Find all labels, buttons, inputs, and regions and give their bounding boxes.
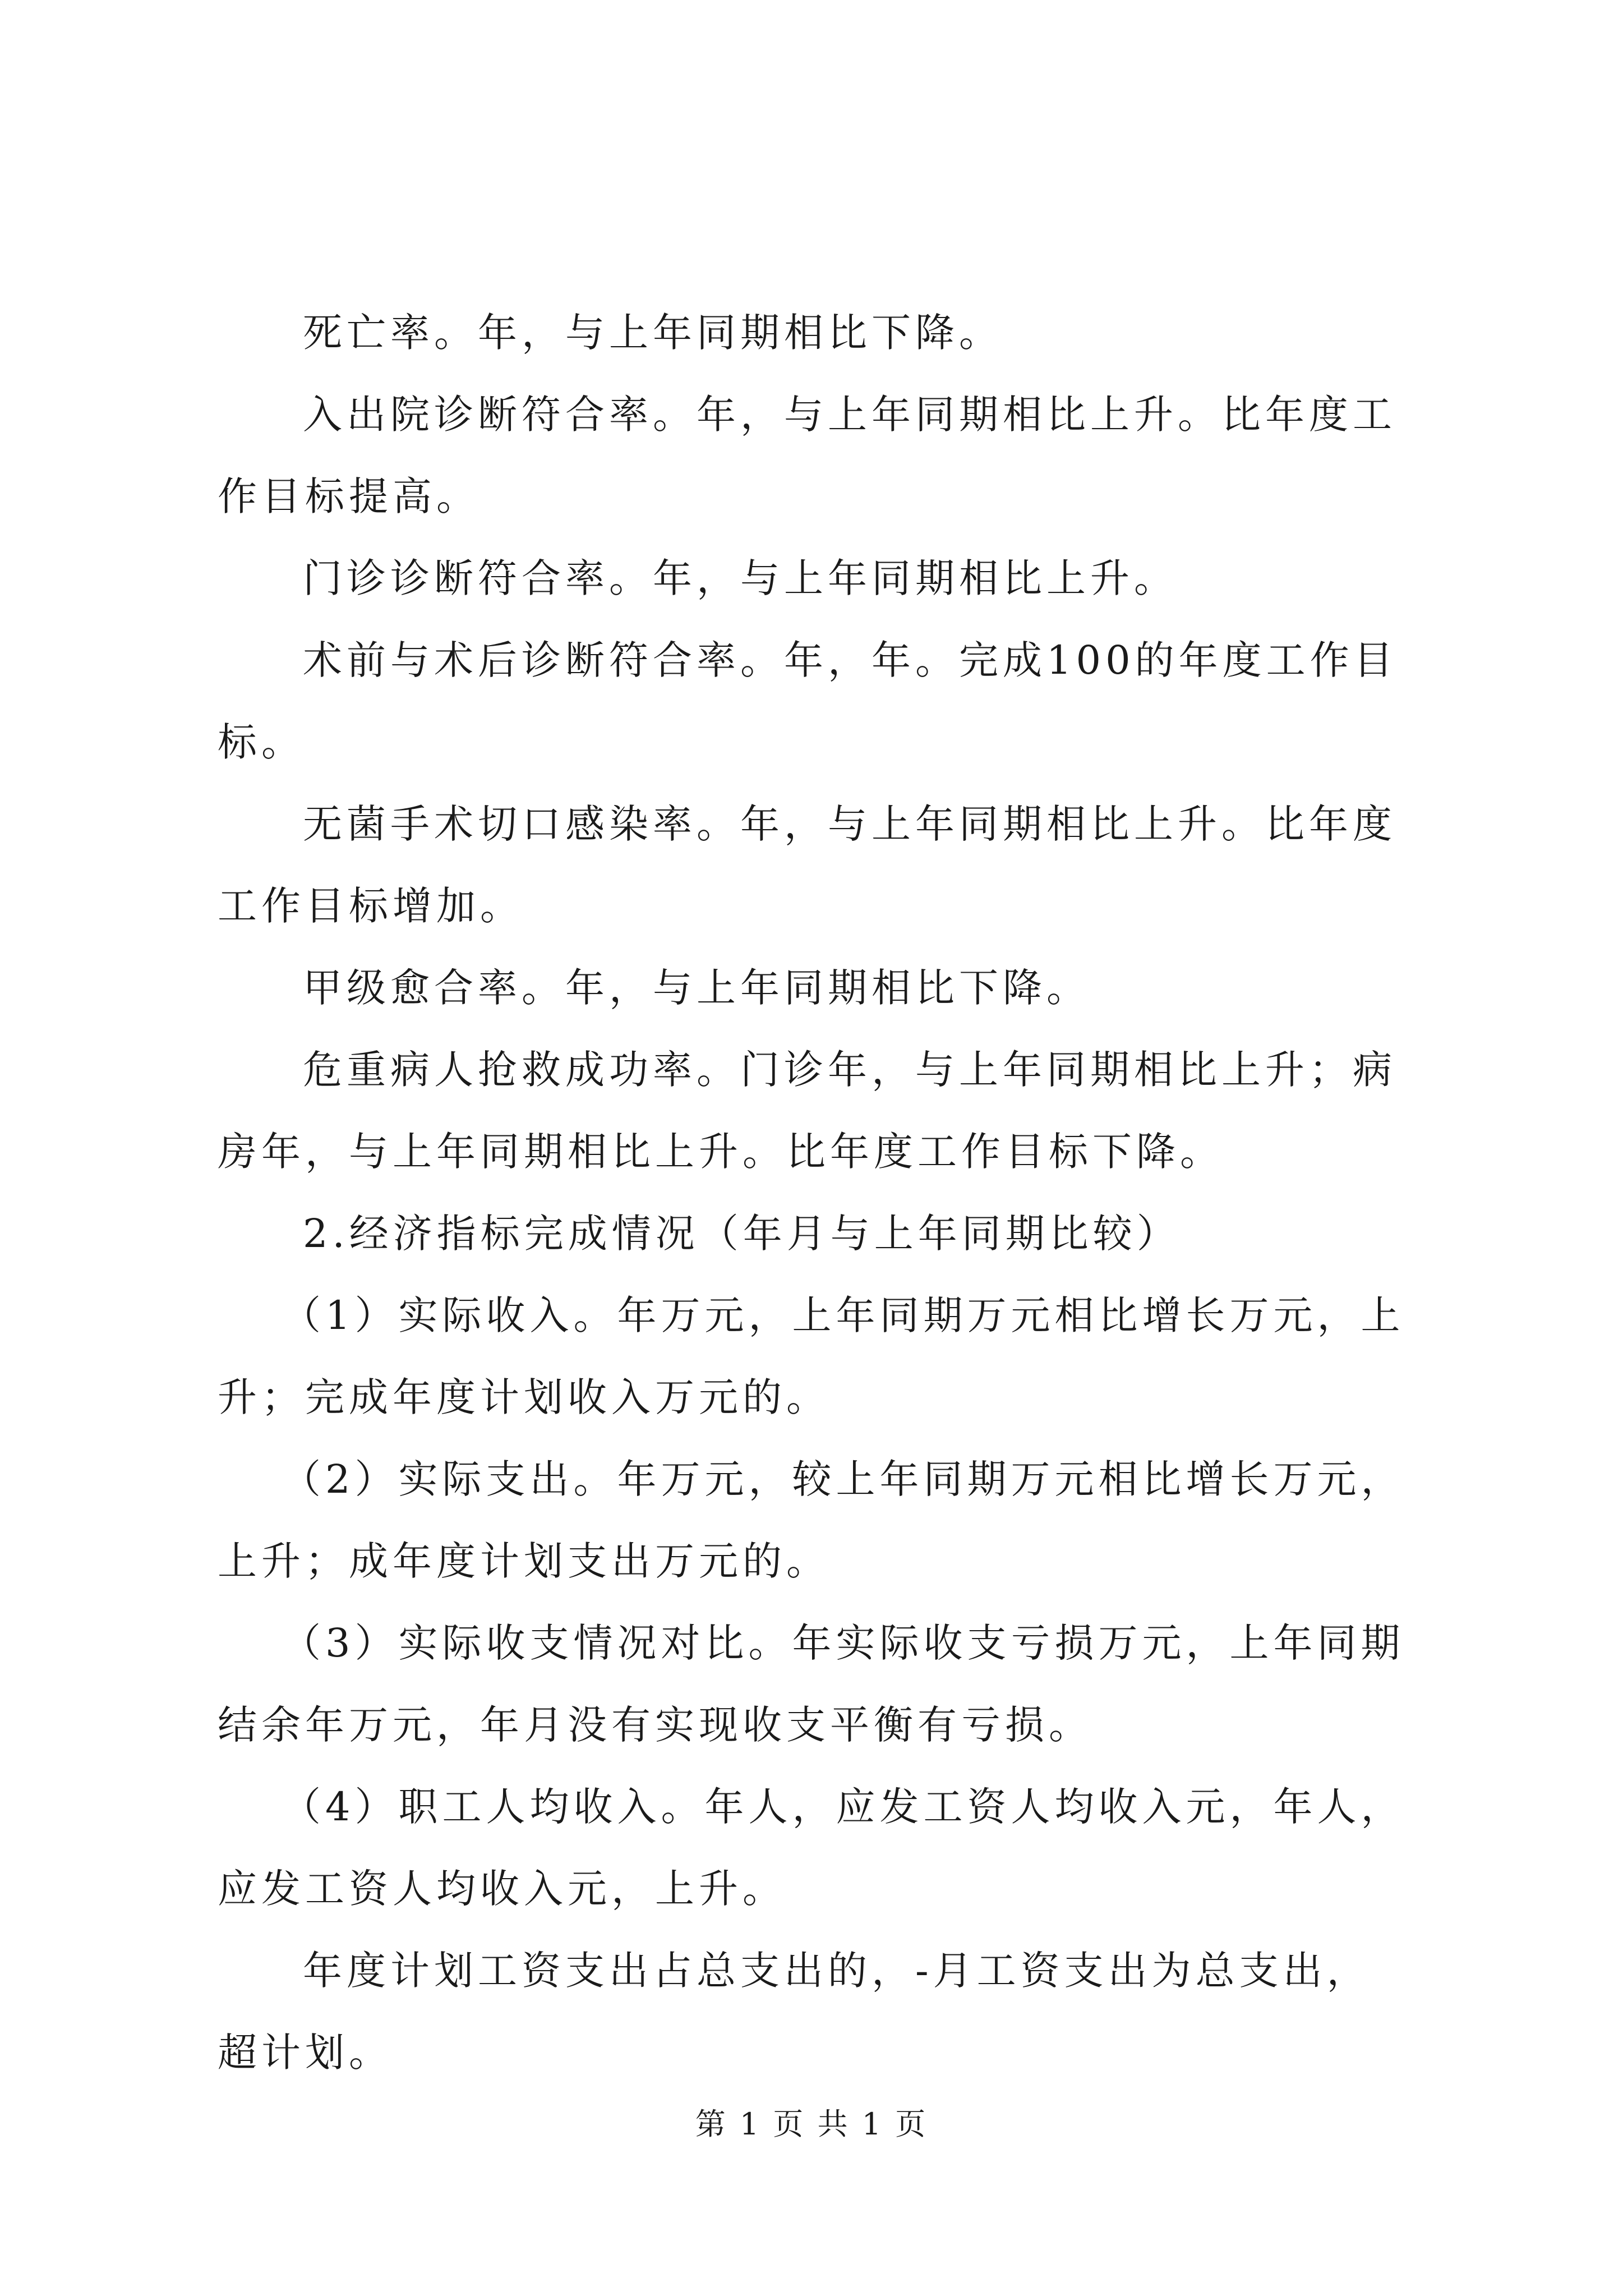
paragraph-outpatient-diagnosis-rate: 门诊诊断符合率。年，与上年同期相比上升。 (303, 555, 1178, 601)
page-footer (0, 2105, 1623, 2144)
paragraph-staff-average-income: （4）职工人均收入。年人，应发工资人均收入元，年人，应发工资人均收入元，上升。 (218, 1784, 1405, 1912)
paragraph-pre-post-op-diagnosis-rate: 术前与术后诊断符合率。年，年。完成100的年度工作目标。 (218, 637, 1398, 765)
paragraph-economic-indicators-heading: 2.经济指标完成情况（年月与上年同期比较） (303, 1211, 1181, 1257)
paragraph-admission-discharge-diagnosis-rate: 入出院诊断符合率。年，与上年同期相比上升。比年度工作目标提高。 (218, 392, 1396, 519)
paragraph-critical-rescue-rate: 危重病人抢救成功率。门诊年，与上年同期相比上升；病房年，与上年同期相比上升。比年度工作目标下降。 (218, 1047, 1396, 1175)
paragraph-mortality-rate: 死亡率。年，与上年同期相比下降。 (303, 310, 1003, 356)
paragraph-surgical-infection-rate: 无菌手术切口感染率。年，与上年同期相比上升。比年度工作目标增加。 (218, 801, 1396, 929)
paragraph-wage-expenditure-plan: 年度计划工资支出占总支出的，-月工资支出为总支出，超计划。 (218, 1948, 1371, 2076)
paragraph-grade-a-healing-rate: 甲级愈合率。年，与上年同期相比下降。 (303, 965, 1090, 1011)
document-body (218, 292, 1412, 2093)
paragraph-income-expense-comparison: （3）实际收支情况对比。年实际收支亏损万元，上年同期结余年万元，年月没有实现收支平衡有亏损。 (218, 1620, 1405, 1748)
page-number-label: 第 1 页 共 1 页 (695, 2106, 928, 2142)
paragraph-actual-expenditure: （2）实际支出。年万元，较上年同期万元相比增长万元，上升；成年度计划支出万元的。 (218, 1456, 1405, 1584)
paragraph-actual-income: （1）实际收入。年万元，上年同期万元相比增长万元，上升；完成年度计划收入万元的。 (218, 1292, 1405, 1420)
